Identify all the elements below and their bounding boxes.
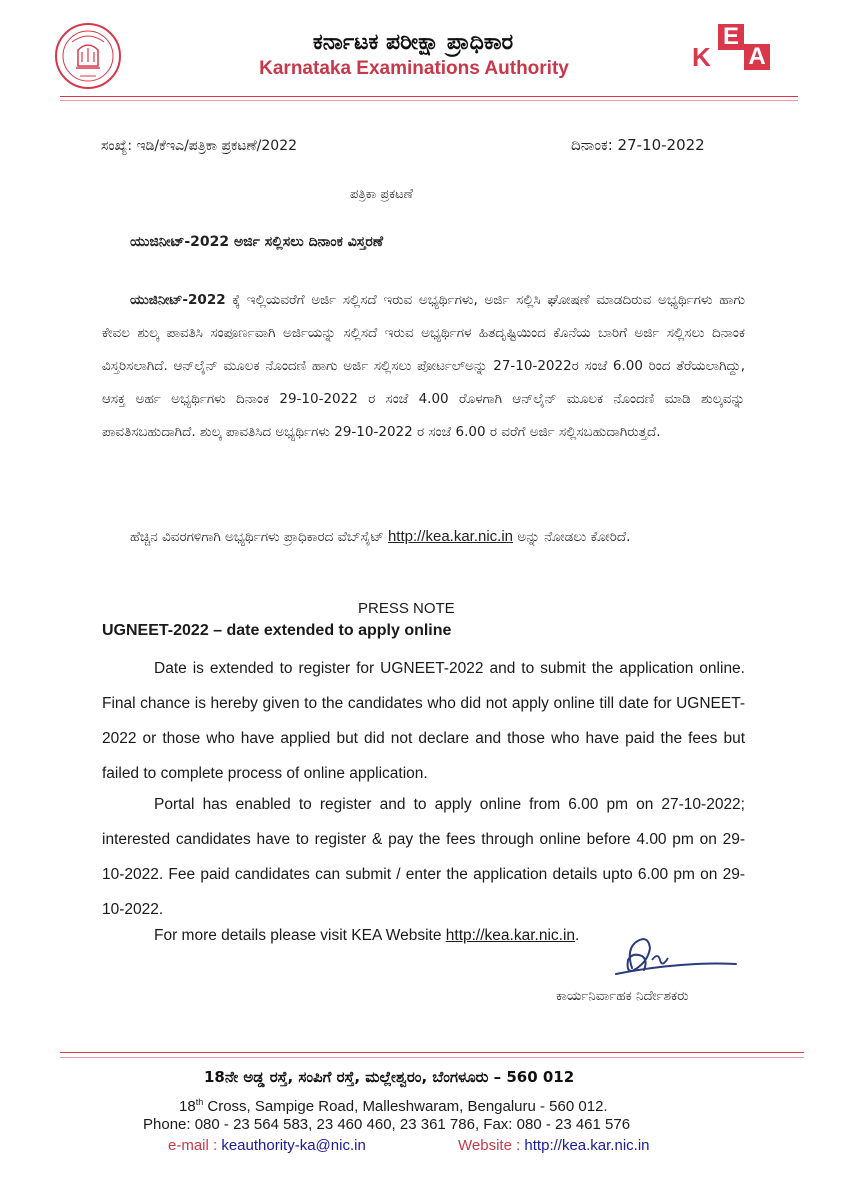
kannada-paragraph-2-text-b: ಅನ್ನು ನೋಡಲು ಕೋರಿದೆ. xyxy=(513,529,631,545)
footer-email-link[interactable]: keauthority-ka@nic.in xyxy=(221,1137,366,1154)
signatory-designation: ಕಾರ್ಯನಿರ್ವಾಹಕ ನಿರ್ದೇಶಕರು xyxy=(556,988,689,1004)
kannada-subject: ಯುಜಿನೀಟ್-2022 ಅರ್ಜಿ ಸಲ್ಲಿಸಲು ದಿನಾಂಕ ವಿಸ್ತರಣೆ xyxy=(130,234,384,250)
kannada-paragraph-2 xyxy=(102,519,745,555)
footer-address-number: 18 xyxy=(179,1098,196,1115)
footer-address-ordinal: th xyxy=(195,1097,204,1107)
header-divider xyxy=(60,96,798,97)
english-subject: UGNEET-2022 – date extended to apply online xyxy=(102,622,452,639)
english-press-note-heading: PRESS NOTE xyxy=(358,600,455,617)
kannada-paragraph-1 xyxy=(102,284,745,449)
kea-logo-k: K xyxy=(692,42,711,72)
footer-email-label: e-mail : xyxy=(168,1137,222,1154)
footer-divider-secondary xyxy=(60,1057,804,1058)
kea-logo xyxy=(686,24,776,74)
kannada-press-note-heading: ಪತ್ರಿಕಾ ಪ್ರಕಟಣೆ xyxy=(350,187,414,202)
kea-logo-a: A xyxy=(744,44,770,70)
english-more-details-suffix: . xyxy=(575,927,580,944)
government-seal-icon xyxy=(54,22,122,90)
kannada-paragraph-2-text-a: ಹೆಚ್ಚಿನ ವಿವರಗಳಿಗಾಗಿ ಅಭ್ಯರ್ಥಿಗಳು ಪ್ರಾಧಿಕಾರದ ವೆಬ್‌ಸೈಟ್ xyxy=(130,529,388,545)
footer-address-kannada: 18ನೇ ಅಡ್ಡ ರಸ್ತೆ, ಸಂಪಿಗೆ ರಸ್ತೆ, ಮಲ್ಲೇಶ್ವರಂ, ಬೆಂಗಳೂರು – 560 012 xyxy=(204,1068,575,1086)
authority-name-kannada: ಕರ್ನಾಟಕ ಪರೀಕ್ಷಾ ಪ್ರಾಧಿಕಾರ xyxy=(312,30,514,55)
english-more-details-text: For more details please visit KEA Website xyxy=(154,927,446,944)
footer-address-text: Cross, Sampige Road, Malleshwaram, Bengaluru - 560 012. xyxy=(203,1098,608,1115)
issue-date: ದಿನಾಂಕ: 27-10-2022 xyxy=(571,136,705,154)
kannada-website-link[interactable]: http://kea.kar.nic.in xyxy=(387,528,514,545)
footer-divider xyxy=(60,1052,804,1053)
footer-address-english xyxy=(179,1097,608,1115)
kannada-paragraph-1-lead: ಯುಜಿನೀಟ್-2022 xyxy=(130,292,226,308)
authority-name-english: Karnataka Examinations Authority xyxy=(259,58,569,79)
english-website-link[interactable]: http://kea.kar.nic.in xyxy=(445,927,576,944)
footer-website-label: Website : xyxy=(458,1137,525,1154)
english-paragraph-1: Date is extended to register for UGNEET-2022 and to submit the application online. Final chance is hereby given to the candidates who did not apply online till date for UGNEET-2022 or those who have applied but did not declare and those who have paid the fees but failed to complete process of online application. xyxy=(102,660,745,782)
footer-phone-fax: Phone: 080 - 23 564 583, 23 460 460, 23 361 786, Fax: 080 - 23 461 576 xyxy=(143,1116,631,1133)
footer-email xyxy=(168,1137,366,1154)
footer-website xyxy=(458,1137,650,1154)
english-more-details xyxy=(154,927,579,945)
kea-logo-e: E xyxy=(718,24,744,50)
header-divider-secondary xyxy=(60,100,798,101)
reference-number: ಸಂಖ್ಯೆ: ಇಡಿ/ಕೆಇಎ/ಪತ್ರಿಕಾ ಪ್ರಕಟಣೆ/2022 xyxy=(101,138,298,154)
english-paragraph-2: Portal has enabled to register and to apply online from 6.00 pm on 27-10-2022; interested candidates have to register & pay the fees through online before 4.00 pm on 29-10-2022. Fee paid candidates can submit / enter the application details upto 6.00 pm on 29-10-2022. xyxy=(102,796,745,918)
signature-image xyxy=(596,930,746,990)
kannada-paragraph-1-text: ಕ್ಕೆ ಇಲ್ಲಿಯವರೆಗೆ ಅರ್ಜಿ ಸಲ್ಲಿಸದೆ ಇರುವ ಅಭ್ಯರ್ಥಿಗಳು, ಅರ್ಜಿ ಸಲ್ಲಿಸಿ ಘೋಷಣೆ ಮಾಡದಿರುವ ಅಭ್ಯರ್ಥಿಗಳು ಹಾಗು ಕೇವಲ ಶುಲ್ಕ ಪಾವತಿಸಿ ಸಂಪೂರ್ಣವಾಗಿ ಅರ್ಜಿಯನ್ನು ಸಲ್ಲಿಸದೆ ಇರುವ ಅಭ್ಯರ್ಥಿಗಳ ಹಿತದೃಷ್ಟಿಯಿಂದ ಕೊನೆಯ ಬಾರಿಗೆ ಅರ್ಜಿ ಸಲ್ಲಿಸಲು ದಿನಾಂಕ ವಿಸ್ತರಿಸಲಾಗಿದೆ. ಆನ್‌ಲೈನ್ ಮೂಲಕ ನೊಂದಣಿ ಹಾಗು ಅರ್ಜಿ ಸಲ್ಲಿಸಲು ಪೋರ್ಟಲ್‌ಅನ್ನು 27-10-2022ರ ಸಂಜೆ 6.00 ರಿಂದ ತೆರೆಯಲಾಗಿದ್ದು, ಆಸಕ್ತ ಅರ್ಹ ಅಭ್ಯರ್ಥಿಗಳು ದಿನಾಂಕ 29-10-2022 ರ ಸಂಜೆ 4.00 ರೊಳಗಾಗಿ ಆನ್‌ಲೈನ್ ಮೂಲಕ ನೊಂದಣಿ ಮಾಡಿ ಶುಲ್ಕವನ್ನು ಪಾವತಿಸಬಹುದಾಗಿದೆ. ಶುಲ್ಕ ಪಾವತಿಸಿದ ಅಭ್ಯರ್ಥಿಗಳು 29-10-2022 ರ ಸಂಜೆ 6.00 ರ ವರೆಗೆ ಅರ್ಜಿ ಸಲ್ಲಿಸಬಹುದಾಗಿರುತ್ತದೆ. xyxy=(102,292,745,440)
footer-website-link[interactable]: http://kea.kar.nic.in xyxy=(524,1137,650,1154)
